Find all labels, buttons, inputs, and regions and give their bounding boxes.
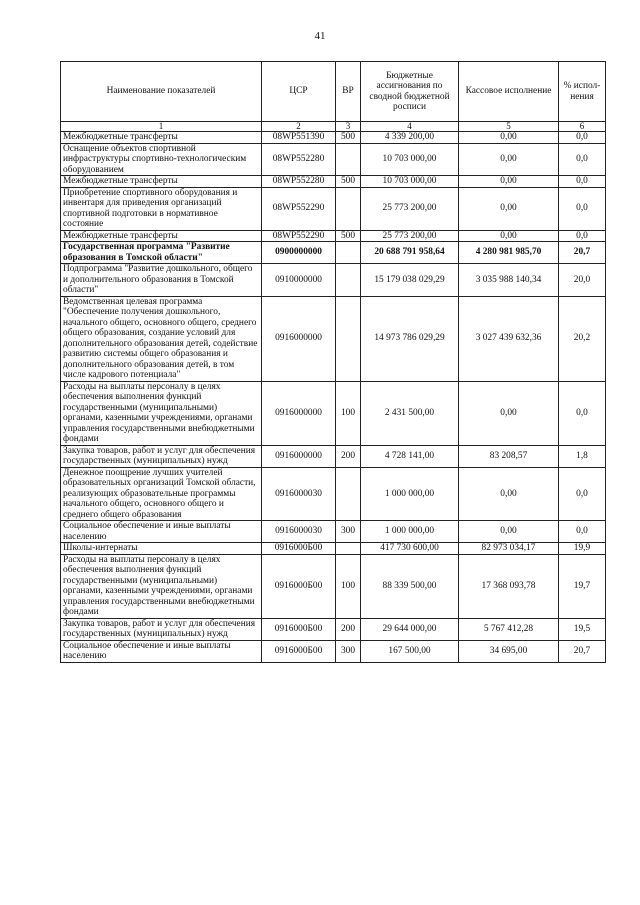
budget-execution-table [60,61,606,663]
row-cash-cell: 0,00 [459,187,559,230]
row-cash-cell: 83 208,57 [459,445,559,467]
table-row [61,242,606,264]
header-budget: Бюджетные ассигнования по сводной бюджетной росписи [361,62,459,122]
row-csr-cell: 08WP551390 [262,132,336,144]
row-budget-cell: 25 773 200,00 [361,187,459,230]
row-vr-cell [336,242,361,264]
row-cash-cell: 3 027 439 632,36 [459,296,559,381]
row-name-cell: Межбюджетные трансферты [61,176,262,188]
row-cash-cell: 17 368 093,78 [459,554,559,618]
row-csr-cell: 0916000000 [262,445,336,467]
column-number: 5 [459,122,559,132]
row-pct-cell: 0,0 [559,176,606,188]
row-cash-cell: 0,00 [459,230,559,242]
row-csr-cell: 08WP552290 [262,187,336,230]
row-pct-cell: 20,2 [559,296,606,381]
column-number: 3 [336,122,361,132]
row-name-cell: Социальное обеспечение и иные выплаты населению [61,521,262,543]
row-pct-cell: 0,0 [559,143,606,176]
header-cash: Кассовое исполнение [459,62,559,122]
row-csr-cell: 0916000030 [262,521,336,543]
row-cash-cell: 0,00 [459,467,559,521]
row-name-cell: Государственная программа "Развитие образования в Томской области" [61,242,262,264]
row-vr-cell: 200 [336,445,361,467]
row-vr-cell [336,296,361,381]
row-budget-cell: 14 973 786 029,29 [361,296,459,381]
row-csr-cell: 08WP552280 [262,143,336,176]
table-row [61,296,606,381]
row-pct-cell: 1,8 [559,445,606,467]
row-csr-cell: 0910000000 [262,264,336,297]
table-row [61,640,606,662]
row-csr-cell: 0916000000 [262,296,336,381]
row-vr-cell [336,187,361,230]
row-vr-cell [336,143,361,176]
row-cash-cell: 82 973 034,17 [459,543,559,555]
row-csr-cell: 0916000Б00 [262,554,336,618]
row-budget-cell: 417 730 600,00 [361,543,459,555]
row-csr-cell: 0916000Б00 [262,543,336,555]
row-cash-cell: 0,00 [459,381,559,445]
row-pct-cell: 20,7 [559,242,606,264]
row-name-cell: Закупка товаров, работ и услуг для обеспечения государственных (муниципальных) нужд [61,445,262,467]
table-row [61,543,606,555]
row-budget-cell: 10 703 000,00 [361,143,459,176]
row-csr-cell: 0900000000 [262,242,336,264]
row-budget-cell: 25 773 200,00 [361,230,459,242]
row-csr-cell: 0916000Б00 [262,640,336,662]
row-vr-cell [336,543,361,555]
row-vr-cell: 300 [336,521,361,543]
table-row [61,381,606,445]
column-number: 2 [262,122,336,132]
table-body [61,132,606,663]
row-vr-cell: 500 [336,230,361,242]
row-pct-cell: 19,5 [559,618,606,640]
table-row [61,618,606,640]
row-name-cell: Межбюджетные трансферты [61,230,262,242]
row-budget-cell: 4 339 200,00 [361,132,459,144]
row-csr-cell: 0916000Б00 [262,618,336,640]
row-cash-cell: 0,00 [459,521,559,543]
column-number: 1 [61,122,262,132]
row-pct-cell: 0,0 [559,132,606,144]
table-row [61,176,606,188]
row-csr-cell: 0916000030 [262,467,336,521]
row-pct-cell: 0,0 [559,521,606,543]
row-cash-cell: 4 280 981 985,70 [459,242,559,264]
row-name-cell: Приобретение спортивного оборудования и инвентаря для приведения организаций спортивной подготовки в нормативное состояние [61,187,262,230]
row-pct-cell: 0,0 [559,467,606,521]
header-pct: % испол-нения [559,62,606,122]
row-name-cell: Закупка товаров, работ и услуг для обеспечения государственных (муниципальных) нужд [61,618,262,640]
row-vr-cell: 200 [336,618,361,640]
table-row [61,187,606,230]
row-name-cell: Ведомственная целевая программа "Обеспечение получения дошкольного, начального общего, основного общего, среднего общего образования, создание условий для дополнительного образования детей, содействие развитию системы общего образования и дополнительного образования детей, в том числе кадрового потенциала" [61,296,262,381]
row-budget-cell: 10 703 000,00 [361,176,459,188]
row-cash-cell: 0,00 [459,143,559,176]
row-budget-cell: 20 688 791 958,64 [361,242,459,264]
row-vr-cell [336,467,361,521]
row-budget-cell: 15 179 038 029,29 [361,264,459,297]
row-budget-cell: 4 728 141,00 [361,445,459,467]
row-pct-cell: 0,0 [559,230,606,242]
row-budget-cell: 167 500,00 [361,640,459,662]
row-budget-cell: 29 644 000,00 [361,618,459,640]
row-name-cell: Школы-интернаты [61,543,262,555]
row-pct-cell: 20,0 [559,264,606,297]
row-name-cell: Социальное обеспечение и иные выплаты населению [61,640,262,662]
row-cash-cell: 5 767 412,28 [459,618,559,640]
header-vr: ВР [336,62,361,122]
row-cash-cell: 34 695,00 [459,640,559,662]
table-row [61,554,606,618]
table-row [61,264,606,297]
row-vr-cell: 500 [336,132,361,144]
column-number: 6 [559,122,606,132]
row-cash-cell: 3 035 988 140,34 [459,264,559,297]
row-name-cell: Оснащение объектов спортивной инфраструктуры спортивно-технологическим оборудованием [61,143,262,176]
row-pct-cell: 0,0 [559,187,606,230]
header-csr: ЦСР [262,62,336,122]
table-row [61,230,606,242]
column-number: 4 [361,122,459,132]
row-csr-cell: 08WP552290 [262,230,336,242]
table-row [61,132,606,144]
row-pct-cell: 19,7 [559,554,606,618]
table-row [61,521,606,543]
row-name-cell: Денежное поощрение лучших учителей образовательных организаций Томской области, реализующих образовательные программы начального общего, основного общего и среднего общего образования [61,467,262,521]
header-name: Наименование показателей [61,62,262,122]
row-vr-cell: 500 [336,176,361,188]
table-row [61,445,606,467]
row-budget-cell: 1 000 000,00 [361,521,459,543]
table-header-row [61,62,606,122]
row-name-cell: Расходы на выплаты персоналу в целях обеспечения выполнения функций государственными (муниципальными) органами, казенными учреждениями, органами управления государственными внебюджетными фондами [61,381,262,445]
row-name-cell: Подпрограмма "Развитие дошкольного, общего и дополнительного образования в Томской области" [61,264,262,297]
row-cash-cell: 0,00 [459,176,559,188]
row-vr-cell: 100 [336,554,361,618]
row-name-cell: Межбюджетные трансферты [61,132,262,144]
row-cash-cell: 0,00 [459,132,559,144]
row-pct-cell: 19,9 [559,543,606,555]
row-budget-cell: 1 000 000,00 [361,467,459,521]
row-vr-cell [336,264,361,297]
row-vr-cell: 300 [336,640,361,662]
table-row [61,143,606,176]
row-pct-cell: 0,0 [559,381,606,445]
page-number: 41 [314,30,326,42]
row-vr-cell: 100 [336,381,361,445]
column-number-row [61,122,606,132]
row-csr-cell: 08WP552280 [262,176,336,188]
table-row [61,467,606,521]
row-csr-cell: 0916000000 [262,381,336,445]
row-budget-cell: 2 431 500,00 [361,381,459,445]
row-name-cell: Расходы на выплаты персоналу в целях обеспечения выполнения функций государственными (муниципальными) органами, казенными учреждениями, органами управления государственными внебюджетными фондами [61,554,262,618]
row-budget-cell: 88 339 500,00 [361,554,459,618]
row-pct-cell: 20,7 [559,640,606,662]
